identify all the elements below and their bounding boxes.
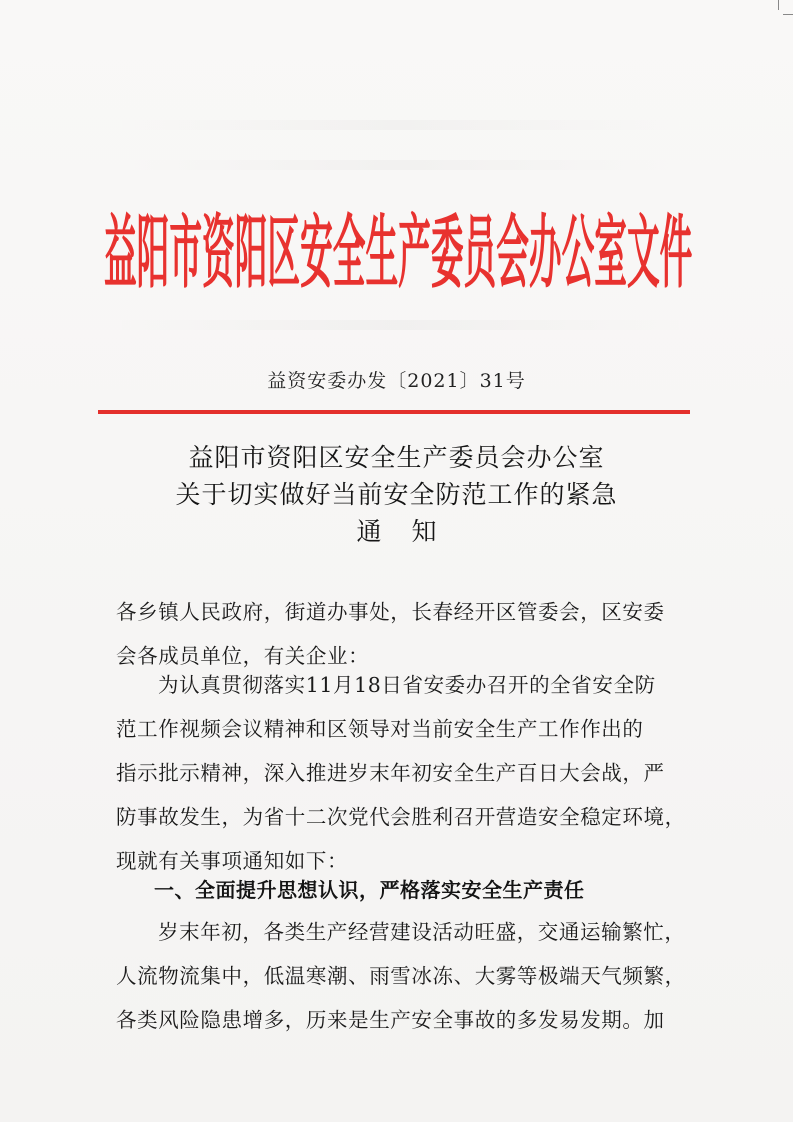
body-line: 岁末年初，各类生产经营建设活动旺盛，交通运输繁忙， bbox=[158, 920, 686, 944]
notice-title-line-2: 关于切实做好当前安全防范工作的紧急 bbox=[175, 480, 618, 509]
body-line: 各类风险隐患增多，历来是生产安全事故的多发易发期。加 bbox=[116, 1008, 665, 1032]
salutation-line: 会各成员单位，有关企业： bbox=[116, 644, 370, 668]
section-body bbox=[116, 910, 686, 1042]
intro-paragraph bbox=[116, 663, 686, 883]
section-heading: 一、全面提升思想认识，严格落实安全生产责任 bbox=[154, 878, 585, 902]
intro-line: 现就有关事项通知如下： bbox=[116, 849, 349, 873]
intro-line: 为认真贯彻落实11月18日省安委办召开的全省安全防 bbox=[158, 673, 656, 697]
document-number: 益资安委办发〔2021〕31号 bbox=[267, 370, 526, 392]
notice-title-line-1: 益阳市资阳区安全生产委员会办公室 bbox=[188, 443, 605, 472]
intro-line: 指示批示精神，深入推进岁末年初安全生产百日大会战，严 bbox=[116, 761, 665, 785]
bleed-through-shadow bbox=[110, 120, 690, 130]
intro-line: 防事故发生，为省十二次党代会胜利召开营造安全稳定环境， bbox=[116, 805, 686, 829]
notice-title-line-3: 通知 bbox=[356, 517, 467, 546]
crop-mark bbox=[783, 14, 793, 15]
red-separator-line bbox=[98, 410, 690, 414]
intro-line: 范工作视频会议精神和区领导对当前安全生产工作作出的 bbox=[116, 717, 644, 741]
crop-mark bbox=[778, 0, 779, 10]
bleed-through-shadow bbox=[110, 160, 690, 170]
salutation-line: 各乡镇人民政府，街道办事处，长春经开区管委会，区安委 bbox=[116, 600, 665, 624]
red-header-title: 益阳市资阳区安全生产委员会办公室文件 bbox=[104, 205, 693, 299]
body-line: 人流物流集中，低温寒潮、雨雪冰冻、大雾等极端天气频繁， bbox=[116, 964, 686, 988]
